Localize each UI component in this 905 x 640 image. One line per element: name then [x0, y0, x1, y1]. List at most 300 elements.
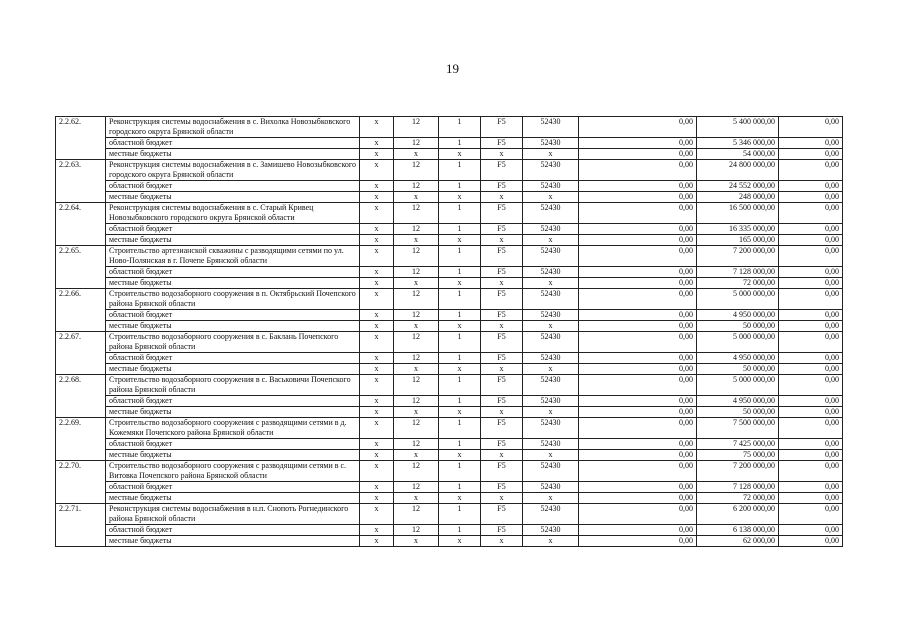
cell-v2: 16 500 000,00 — [697, 203, 779, 224]
cell-v2: 165 000,00 — [697, 235, 779, 246]
cell-v3: 0,00 — [779, 353, 843, 364]
cell-c4: F5 — [481, 396, 523, 407]
cell-c1: х — [360, 375, 394, 396]
cell-c5: х — [523, 235, 579, 246]
cell-c4: F5 — [481, 289, 523, 310]
cell-v2: 5 000 000,00 — [697, 332, 779, 353]
cell-c3: 1 — [439, 375, 481, 396]
cell-c1: х — [360, 246, 394, 267]
cell-c3: 1 — [439, 525, 481, 536]
budget-source: областной бюджет — [106, 525, 360, 536]
budget-table — [55, 116, 843, 547]
cell-c4: F5 — [481, 375, 523, 396]
cell-c1: х — [360, 450, 394, 461]
cell-v1: 0,00 — [579, 192, 697, 203]
cell-v2: 24 552 000,00 — [697, 181, 779, 192]
cell-c2: 12 — [394, 375, 439, 396]
table-row — [56, 332, 843, 353]
cell-c3: 1 — [439, 289, 481, 310]
cell-c1: х — [360, 418, 394, 439]
cell-c4: х — [481, 149, 523, 160]
cell-v2: 54 000,00 — [697, 149, 779, 160]
cell-c4: F5 — [481, 525, 523, 536]
cell-c1: х — [360, 138, 394, 149]
cell-c5: 52430 — [523, 482, 579, 493]
cell-c1: х — [360, 364, 394, 375]
cell-v3: 0,00 — [779, 235, 843, 246]
cell-c5: 52430 — [523, 504, 579, 525]
cell-c3: 1 — [439, 160, 481, 181]
cell-v2: 6 138 000,00 — [697, 525, 779, 536]
cell-v2: 5 000 000,00 — [697, 289, 779, 310]
cell-c2: 12 — [394, 181, 439, 192]
cell-c5: х — [523, 493, 579, 504]
item-number: 2.2.67. — [56, 332, 106, 375]
cell-v1: 0,00 — [579, 482, 697, 493]
cell-c4: х — [481, 321, 523, 332]
cell-c1: х — [360, 289, 394, 310]
cell-c3: 1 — [439, 181, 481, 192]
cell-v1: 0,00 — [579, 461, 697, 482]
cell-c5: х — [523, 192, 579, 203]
item-description: Реконструкция системы водоснабжения в с. Замишево Новозыбковского городского округа Брянской области — [106, 160, 360, 181]
cell-c2: 12 — [394, 203, 439, 224]
cell-c5: 52430 — [523, 267, 579, 278]
cell-c3: х — [439, 536, 481, 547]
cell-c2: х — [394, 192, 439, 203]
table-row — [56, 117, 843, 138]
cell-c2: 12 — [394, 396, 439, 407]
budget-source: местные бюджеты — [106, 407, 360, 418]
cell-v1: 0,00 — [579, 310, 697, 321]
table-subrow — [56, 536, 843, 547]
cell-v1: 0,00 — [579, 160, 697, 181]
cell-c2: 12 — [394, 289, 439, 310]
item-description: Строительство водозаборного сооружения с разводящими сетями в с. Витовка Почепского района Брянской области — [106, 461, 360, 482]
cell-v3: 0,00 — [779, 332, 843, 353]
cell-c1: х — [360, 235, 394, 246]
cell-c3: 1 — [439, 224, 481, 235]
cell-c3: х — [439, 450, 481, 461]
cell-c4: F5 — [481, 138, 523, 149]
cell-c2: 12 — [394, 160, 439, 181]
cell-v3: 0,00 — [779, 407, 843, 418]
cell-v1: 0,00 — [579, 332, 697, 353]
cell-v2: 7 200 000,00 — [697, 246, 779, 267]
cell-v3: 0,00 — [779, 504, 843, 525]
cell-v2: 75 000,00 — [697, 450, 779, 461]
cell-v2: 6 200 000,00 — [697, 504, 779, 525]
cell-c5: 52430 — [523, 332, 579, 353]
cell-v1: 0,00 — [579, 321, 697, 332]
cell-v2: 4 950 000,00 — [697, 353, 779, 364]
cell-c1: х — [360, 396, 394, 407]
item-number: 2.2.71. — [56, 504, 106, 547]
cell-c3: 1 — [439, 203, 481, 224]
cell-v1: 0,00 — [579, 246, 697, 267]
cell-c2: х — [394, 407, 439, 418]
cell-v1: 0,00 — [579, 353, 697, 364]
budget-source: местные бюджеты — [106, 364, 360, 375]
cell-v3: 0,00 — [779, 117, 843, 138]
cell-v2: 72 000,00 — [697, 493, 779, 504]
item-description: Строительство водозаборного сооружения в п. Октябрьский Почепского района Брянской области — [106, 289, 360, 310]
table-subrow — [56, 364, 843, 375]
cell-c5: 52430 — [523, 160, 579, 181]
cell-c3: 1 — [439, 117, 481, 138]
cell-c1: х — [360, 536, 394, 547]
table-subrow — [56, 235, 843, 246]
cell-v1: 0,00 — [579, 504, 697, 525]
cell-c5: 52430 — [523, 353, 579, 364]
cell-v1: 0,00 — [579, 235, 697, 246]
cell-v3: 0,00 — [779, 525, 843, 536]
budget-source: областной бюджет — [106, 353, 360, 364]
cell-v3: 0,00 — [779, 181, 843, 192]
cell-v1: 0,00 — [579, 418, 697, 439]
cell-c2: 12 — [394, 353, 439, 364]
cell-v3: 0,00 — [779, 493, 843, 504]
cell-v3: 0,00 — [779, 192, 843, 203]
cell-c4: F5 — [481, 461, 523, 482]
cell-c5: 52430 — [523, 375, 579, 396]
cell-c5: 52430 — [523, 310, 579, 321]
cell-v3: 0,00 — [779, 138, 843, 149]
cell-v1: 0,00 — [579, 450, 697, 461]
cell-c2: 12 — [394, 246, 439, 267]
cell-v1: 0,00 — [579, 396, 697, 407]
cell-v2: 50 000,00 — [697, 407, 779, 418]
cell-c4: F5 — [481, 439, 523, 450]
table-subrow — [56, 525, 843, 536]
cell-c5: х — [523, 278, 579, 289]
table-subrow — [56, 353, 843, 364]
budget-source: местные бюджеты — [106, 192, 360, 203]
cell-c4: F5 — [481, 418, 523, 439]
table-subrow — [56, 407, 843, 418]
table-subrow — [56, 396, 843, 407]
cell-v2: 4 950 000,00 — [697, 396, 779, 407]
cell-c3: 1 — [439, 310, 481, 321]
cell-c4: х — [481, 407, 523, 418]
item-description: Реконструкция системы водоснабжения в с. Вихолка Новозыбковского городского округа Брянской области — [106, 117, 360, 138]
cell-v1: 0,00 — [579, 525, 697, 536]
cell-c5: х — [523, 450, 579, 461]
cell-c1: х — [360, 224, 394, 235]
item-number: 2.2.69. — [56, 418, 106, 461]
cell-v1: 0,00 — [579, 493, 697, 504]
cell-c4: х — [481, 450, 523, 461]
table-subrow — [56, 450, 843, 461]
item-number: 2.2.63. — [56, 160, 106, 203]
cell-c5: 52430 — [523, 461, 579, 482]
cell-c1: х — [360, 439, 394, 450]
table-row — [56, 461, 843, 482]
cell-c1: х — [360, 321, 394, 332]
budget-source: местные бюджеты — [106, 536, 360, 547]
cell-c1: х — [360, 160, 394, 181]
cell-c4: х — [481, 278, 523, 289]
cell-c2: 12 — [394, 310, 439, 321]
budget-source: областной бюджет — [106, 267, 360, 278]
cell-v1: 0,00 — [579, 289, 697, 310]
item-number: 2.2.64. — [56, 203, 106, 246]
cell-c5: 52430 — [523, 289, 579, 310]
table-row — [56, 504, 843, 525]
cell-v2: 7 128 000,00 — [697, 482, 779, 493]
item-number: 2.2.65. — [56, 246, 106, 289]
cell-v2: 248 000,00 — [697, 192, 779, 203]
cell-c2: 12 — [394, 504, 439, 525]
item-number: 2.2.68. — [56, 375, 106, 418]
cell-v3: 0,00 — [779, 396, 843, 407]
budget-source: местные бюджеты — [106, 149, 360, 160]
item-number: 2.2.62. — [56, 117, 106, 160]
cell-v2: 5 400 000,00 — [697, 117, 779, 138]
cell-c4: F5 — [481, 246, 523, 267]
cell-c2: х — [394, 149, 439, 160]
cell-c3: 1 — [439, 332, 481, 353]
cell-c2: 12 — [394, 332, 439, 353]
cell-c1: х — [360, 267, 394, 278]
cell-c2: х — [394, 321, 439, 332]
cell-v2: 62 000,00 — [697, 536, 779, 547]
cell-v3: 0,00 — [779, 482, 843, 493]
table-subrow — [56, 138, 843, 149]
table-subrow — [56, 493, 843, 504]
cell-c1: х — [360, 278, 394, 289]
cell-c1: х — [360, 353, 394, 364]
table-row — [56, 289, 843, 310]
cell-c3: 1 — [439, 482, 481, 493]
cell-c4: F5 — [481, 203, 523, 224]
cell-c2: 12 — [394, 525, 439, 536]
table-row — [56, 160, 843, 181]
cell-c3: х — [439, 149, 481, 160]
cell-c3: 1 — [439, 267, 481, 278]
budget-source: областной бюджет — [106, 439, 360, 450]
cell-c2: х — [394, 364, 439, 375]
cell-c5: 52430 — [523, 181, 579, 192]
cell-v3: 0,00 — [779, 224, 843, 235]
cell-c5: 52430 — [523, 117, 579, 138]
cell-c4: х — [481, 493, 523, 504]
cell-v2: 72 000,00 — [697, 278, 779, 289]
item-description: Реконструкция системы водоснабжения в с. Старый Кривец Новозыбковского городского округа Брянской области — [106, 203, 360, 224]
cell-c3: х — [439, 235, 481, 246]
table-subrow — [56, 321, 843, 332]
cell-v3: 0,00 — [779, 278, 843, 289]
cell-c4: F5 — [481, 482, 523, 493]
cell-v2: 7 200 000,00 — [697, 461, 779, 482]
cell-c3: х — [439, 493, 481, 504]
table-row — [56, 418, 843, 439]
cell-v1: 0,00 — [579, 224, 697, 235]
cell-v2: 24 800 000,00 — [697, 160, 779, 181]
cell-v1: 0,00 — [579, 439, 697, 450]
cell-v3: 0,00 — [779, 450, 843, 461]
cell-c3: 1 — [439, 418, 481, 439]
cell-c5: 52430 — [523, 203, 579, 224]
cell-c1: х — [360, 181, 394, 192]
cell-c3: х — [439, 364, 481, 375]
cell-c3: 1 — [439, 353, 481, 364]
cell-v3: 0,00 — [779, 310, 843, 321]
cell-v2: 4 950 000,00 — [697, 310, 779, 321]
cell-c2: 12 — [394, 267, 439, 278]
cell-c4: F5 — [481, 353, 523, 364]
cell-v2: 50 000,00 — [697, 321, 779, 332]
cell-v1: 0,00 — [579, 117, 697, 138]
item-description: Строительство водозаборного сооружения в с. Баклань Почепского района Брянской области — [106, 332, 360, 353]
cell-c3: 1 — [439, 461, 481, 482]
item-number: 2.2.70. — [56, 461, 106, 504]
cell-c4: х — [481, 235, 523, 246]
cell-v2: 7 500 000,00 — [697, 418, 779, 439]
budget-source: областной бюджет — [106, 224, 360, 235]
cell-c5: 52430 — [523, 224, 579, 235]
cell-c1: х — [360, 504, 394, 525]
cell-c5: х — [523, 364, 579, 375]
cell-c5: 52430 — [523, 525, 579, 536]
cell-v3: 0,00 — [779, 289, 843, 310]
cell-v1: 0,00 — [579, 375, 697, 396]
cell-v2: 7 425 000,00 — [697, 439, 779, 450]
cell-c1: х — [360, 117, 394, 138]
cell-v3: 0,00 — [779, 418, 843, 439]
cell-c5: х — [523, 536, 579, 547]
item-description: Реконструкция системы водоснабжения в н.п. Снопоть Рогнединского района Брянской области — [106, 504, 360, 525]
cell-c5: 52430 — [523, 439, 579, 450]
cell-c2: х — [394, 235, 439, 246]
table-row — [56, 246, 843, 267]
cell-c4: х — [481, 192, 523, 203]
cell-c3: х — [439, 278, 481, 289]
table-row — [56, 375, 843, 396]
cell-c3: х — [439, 407, 481, 418]
cell-v3: 0,00 — [779, 439, 843, 450]
cell-v1: 0,00 — [579, 407, 697, 418]
cell-v2: 16 335 000,00 — [697, 224, 779, 235]
cell-c1: х — [360, 203, 394, 224]
cell-c2: 12 — [394, 224, 439, 235]
budget-source: местные бюджеты — [106, 235, 360, 246]
budget-source: местные бюджеты — [106, 450, 360, 461]
cell-c4: F5 — [481, 160, 523, 181]
table-row — [56, 203, 843, 224]
cell-v3: 0,00 — [779, 321, 843, 332]
cell-c4: F5 — [481, 332, 523, 353]
cell-v3: 0,00 — [779, 364, 843, 375]
cell-c4: х — [481, 536, 523, 547]
cell-v1: 0,00 — [579, 203, 697, 224]
budget-source: местные бюджеты — [106, 493, 360, 504]
item-description: Строительство водозаборного сооружения в с. Васьковичи Почепского района Брянской области — [106, 375, 360, 396]
item-description: Строительство водозаборного сооружения с разводящими сетями в д. Кожемяки Почепского района Брянской области — [106, 418, 360, 439]
cell-c1: х — [360, 407, 394, 418]
cell-c1: х — [360, 461, 394, 482]
cell-v3: 0,00 — [779, 246, 843, 267]
budget-source: областной бюджет — [106, 310, 360, 321]
cell-c5: 52430 — [523, 418, 579, 439]
cell-c2: 12 — [394, 439, 439, 450]
cell-c4: х — [481, 364, 523, 375]
budget-source: областной бюджет — [106, 181, 360, 192]
cell-v1: 0,00 — [579, 138, 697, 149]
cell-c2: 12 — [394, 117, 439, 138]
cell-v1: 0,00 — [579, 364, 697, 375]
budget-source: местные бюджеты — [106, 278, 360, 289]
cell-v1: 0,00 — [579, 267, 697, 278]
cell-v2: 7 128 000,00 — [697, 267, 779, 278]
cell-v1: 0,00 — [579, 536, 697, 547]
cell-c3: х — [439, 192, 481, 203]
table-subrow — [56, 267, 843, 278]
cell-c4: F5 — [481, 504, 523, 525]
budget-source: областной бюджет — [106, 396, 360, 407]
page-number: 19 — [446, 61, 459, 76]
table-subrow — [56, 439, 843, 450]
cell-c1: х — [360, 493, 394, 504]
cell-c2: х — [394, 493, 439, 504]
cell-c1: х — [360, 525, 394, 536]
cell-c4: F5 — [481, 224, 523, 235]
cell-c1: х — [360, 482, 394, 493]
table-subrow — [56, 181, 843, 192]
budget-source: областной бюджет — [106, 138, 360, 149]
cell-v3: 0,00 — [779, 203, 843, 224]
cell-c2: 12 — [394, 138, 439, 149]
cell-v2: 50 000,00 — [697, 364, 779, 375]
cell-c4: F5 — [481, 181, 523, 192]
table-subrow — [56, 224, 843, 235]
cell-c3: 1 — [439, 396, 481, 407]
table-subrow — [56, 192, 843, 203]
item-number: 2.2.66. — [56, 289, 106, 332]
cell-c2: 12 — [394, 482, 439, 493]
cell-c3: 1 — [439, 439, 481, 450]
cell-v3: 0,00 — [779, 160, 843, 181]
cell-c3: х — [439, 321, 481, 332]
cell-v3: 0,00 — [779, 375, 843, 396]
cell-c2: 12 — [394, 418, 439, 439]
cell-v3: 0,00 — [779, 536, 843, 547]
cell-v3: 0,00 — [779, 461, 843, 482]
table-subrow — [56, 278, 843, 289]
cell-c1: х — [360, 149, 394, 160]
cell-v3: 0,00 — [779, 149, 843, 160]
cell-c4: F5 — [481, 267, 523, 278]
cell-c5: 52430 — [523, 246, 579, 267]
item-description: Строительство артезианской скважины с разводящими сетями по ул. Ново-Полянская в г. Почепе Брянской области — [106, 246, 360, 267]
cell-c5: х — [523, 321, 579, 332]
cell-c5: 52430 — [523, 138, 579, 149]
cell-c5: х — [523, 407, 579, 418]
cell-c1: х — [360, 310, 394, 321]
cell-c2: 12 — [394, 461, 439, 482]
cell-c1: х — [360, 332, 394, 353]
cell-v1: 0,00 — [579, 278, 697, 289]
cell-v2: 5 000 000,00 — [697, 375, 779, 396]
cell-v3: 0,00 — [779, 267, 843, 278]
cell-c3: 1 — [439, 504, 481, 525]
cell-c4: F5 — [481, 310, 523, 321]
cell-c5: 52430 — [523, 396, 579, 407]
cell-c4: F5 — [481, 117, 523, 138]
cell-v1: 0,00 — [579, 149, 697, 160]
cell-c2: х — [394, 450, 439, 461]
budget-source: областной бюджет — [106, 482, 360, 493]
